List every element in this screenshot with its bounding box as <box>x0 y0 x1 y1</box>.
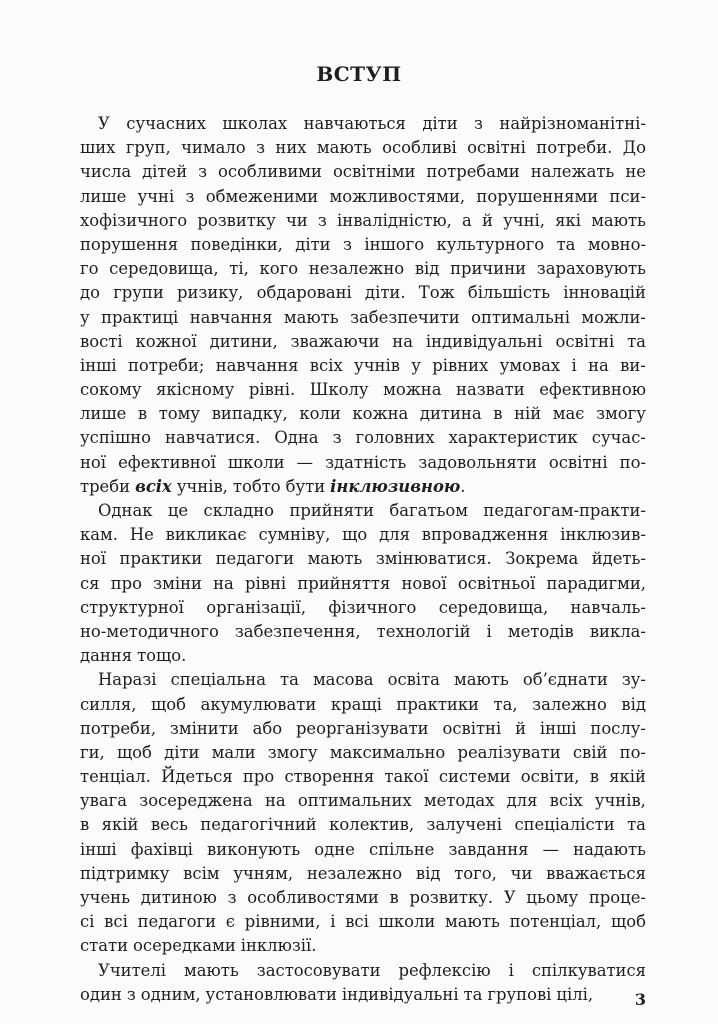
text-line: у практиці навчання мають забезпечити оптимальні можли- <box>80 307 646 327</box>
text-line: дання тощо. <box>80 646 187 666</box>
text-line: ся про зміни на рівні прийняття нової освітньої парадигми, <box>80 573 646 593</box>
text-line: інші потреби; навчання всіх учнів у рівних умовах і на ви- <box>80 355 646 375</box>
text-line: один з одним, установлювати індивідуальні та групові цілі, <box>80 984 594 1004</box>
paragraph <box>80 112 646 499</box>
text-line: У сучасних школах навчаються діти з найрізноманітні- <box>98 114 646 133</box>
text-line: потреби, змінити або реорганізувати освітні й інші послу- <box>80 718 646 738</box>
page-title: ВСТУП <box>316 62 402 86</box>
text-line: Наразі спеціальна та масова освіта мають об’єднати зу- <box>98 670 646 690</box>
text-line: інші фахівці виконують одне спільне завдання — надають <box>80 839 646 859</box>
text-line: треби всіх учнів, тобто бути інклюзивною. <box>80 476 466 496</box>
text-line: Учителі мають застосовувати рефлексію і спілкуватися <box>98 960 646 980</box>
text-line: ги, щоб діти мали змогу максимально реалізувати свій по- <box>80 742 646 762</box>
text-line: увага зосереджена на оптимальних методах для всіх учнів, <box>80 791 646 811</box>
text-line: ної практики педагоги мають змінюватися. Зокрема йдеть- <box>80 549 646 569</box>
text-line: лише в тому випадку, коли кожна дитина в ній має змогу <box>80 404 646 424</box>
text-line: підтримку всім учням, незалежно від того, чи вважається <box>80 863 646 883</box>
text-line: го середовища, ті, кого незалежно від причини зараховують <box>80 259 646 279</box>
text-line: до групи ризику, обдаровані діти. Тож більшість інновацій <box>80 283 646 303</box>
text-line: стати осередками інклюзії. <box>80 936 317 956</box>
paragraph <box>80 959 646 1007</box>
text-line: сокому якісному рівні. Школу можна назвати ефективною <box>80 380 646 400</box>
text-line: хофізичного розвитку чи з інвалідністю, а й учні, які мають <box>80 210 646 230</box>
text-line: в якій весь педагогічний колектив, залучені спеціалісти та <box>80 815 646 835</box>
text-line: силля, щоб акумулювати кращі практики та, залежно від <box>80 694 646 714</box>
text-line: лише учні з обмеженими можливостями, порушеннями пси- <box>80 186 646 206</box>
text-line: Однак це складно прийняти багатьом педагогам-практи- <box>98 501 646 520</box>
text-line: учень дитиною з особливостями в розвитку. У цьому проце- <box>80 888 646 907</box>
text-line: ших груп, чимало з них мають особливі освітні потреби. До <box>80 138 646 158</box>
text-line: кам. Не викликає сумніву, що для впровадження інклюзив- <box>80 525 646 545</box>
body-text <box>80 112 646 1007</box>
text-line: тенціал. Йдеться про створення такої системи освіти, в якій <box>80 767 646 787</box>
text-line: структурної організації, фізичного середовища, навчаль- <box>80 597 646 617</box>
page-number: 3 <box>634 990 646 1009</box>
text-line: вості кожної дитини, зважаючи на індивідуальні освітні та <box>80 331 646 351</box>
text-line: числа дітей з особливими освітніми потребами належать не <box>80 162 646 182</box>
text-line: сі всі педагоги є рівними, і всі школи мають потенціал, щоб <box>80 912 646 932</box>
text-line: порушення поведінки, діти з іншого культурного та мовно- <box>80 234 646 254</box>
text-line: ної ефективної школи — здатність задовольняти освітні по- <box>80 452 646 472</box>
text-line: успішно навчатися. Одна з головних характеристик сучас- <box>80 428 646 448</box>
paragraph <box>80 668 646 958</box>
paragraph <box>80 499 646 668</box>
text-line: но-методичного забезпечення, технологій і методів викла- <box>80 621 646 641</box>
